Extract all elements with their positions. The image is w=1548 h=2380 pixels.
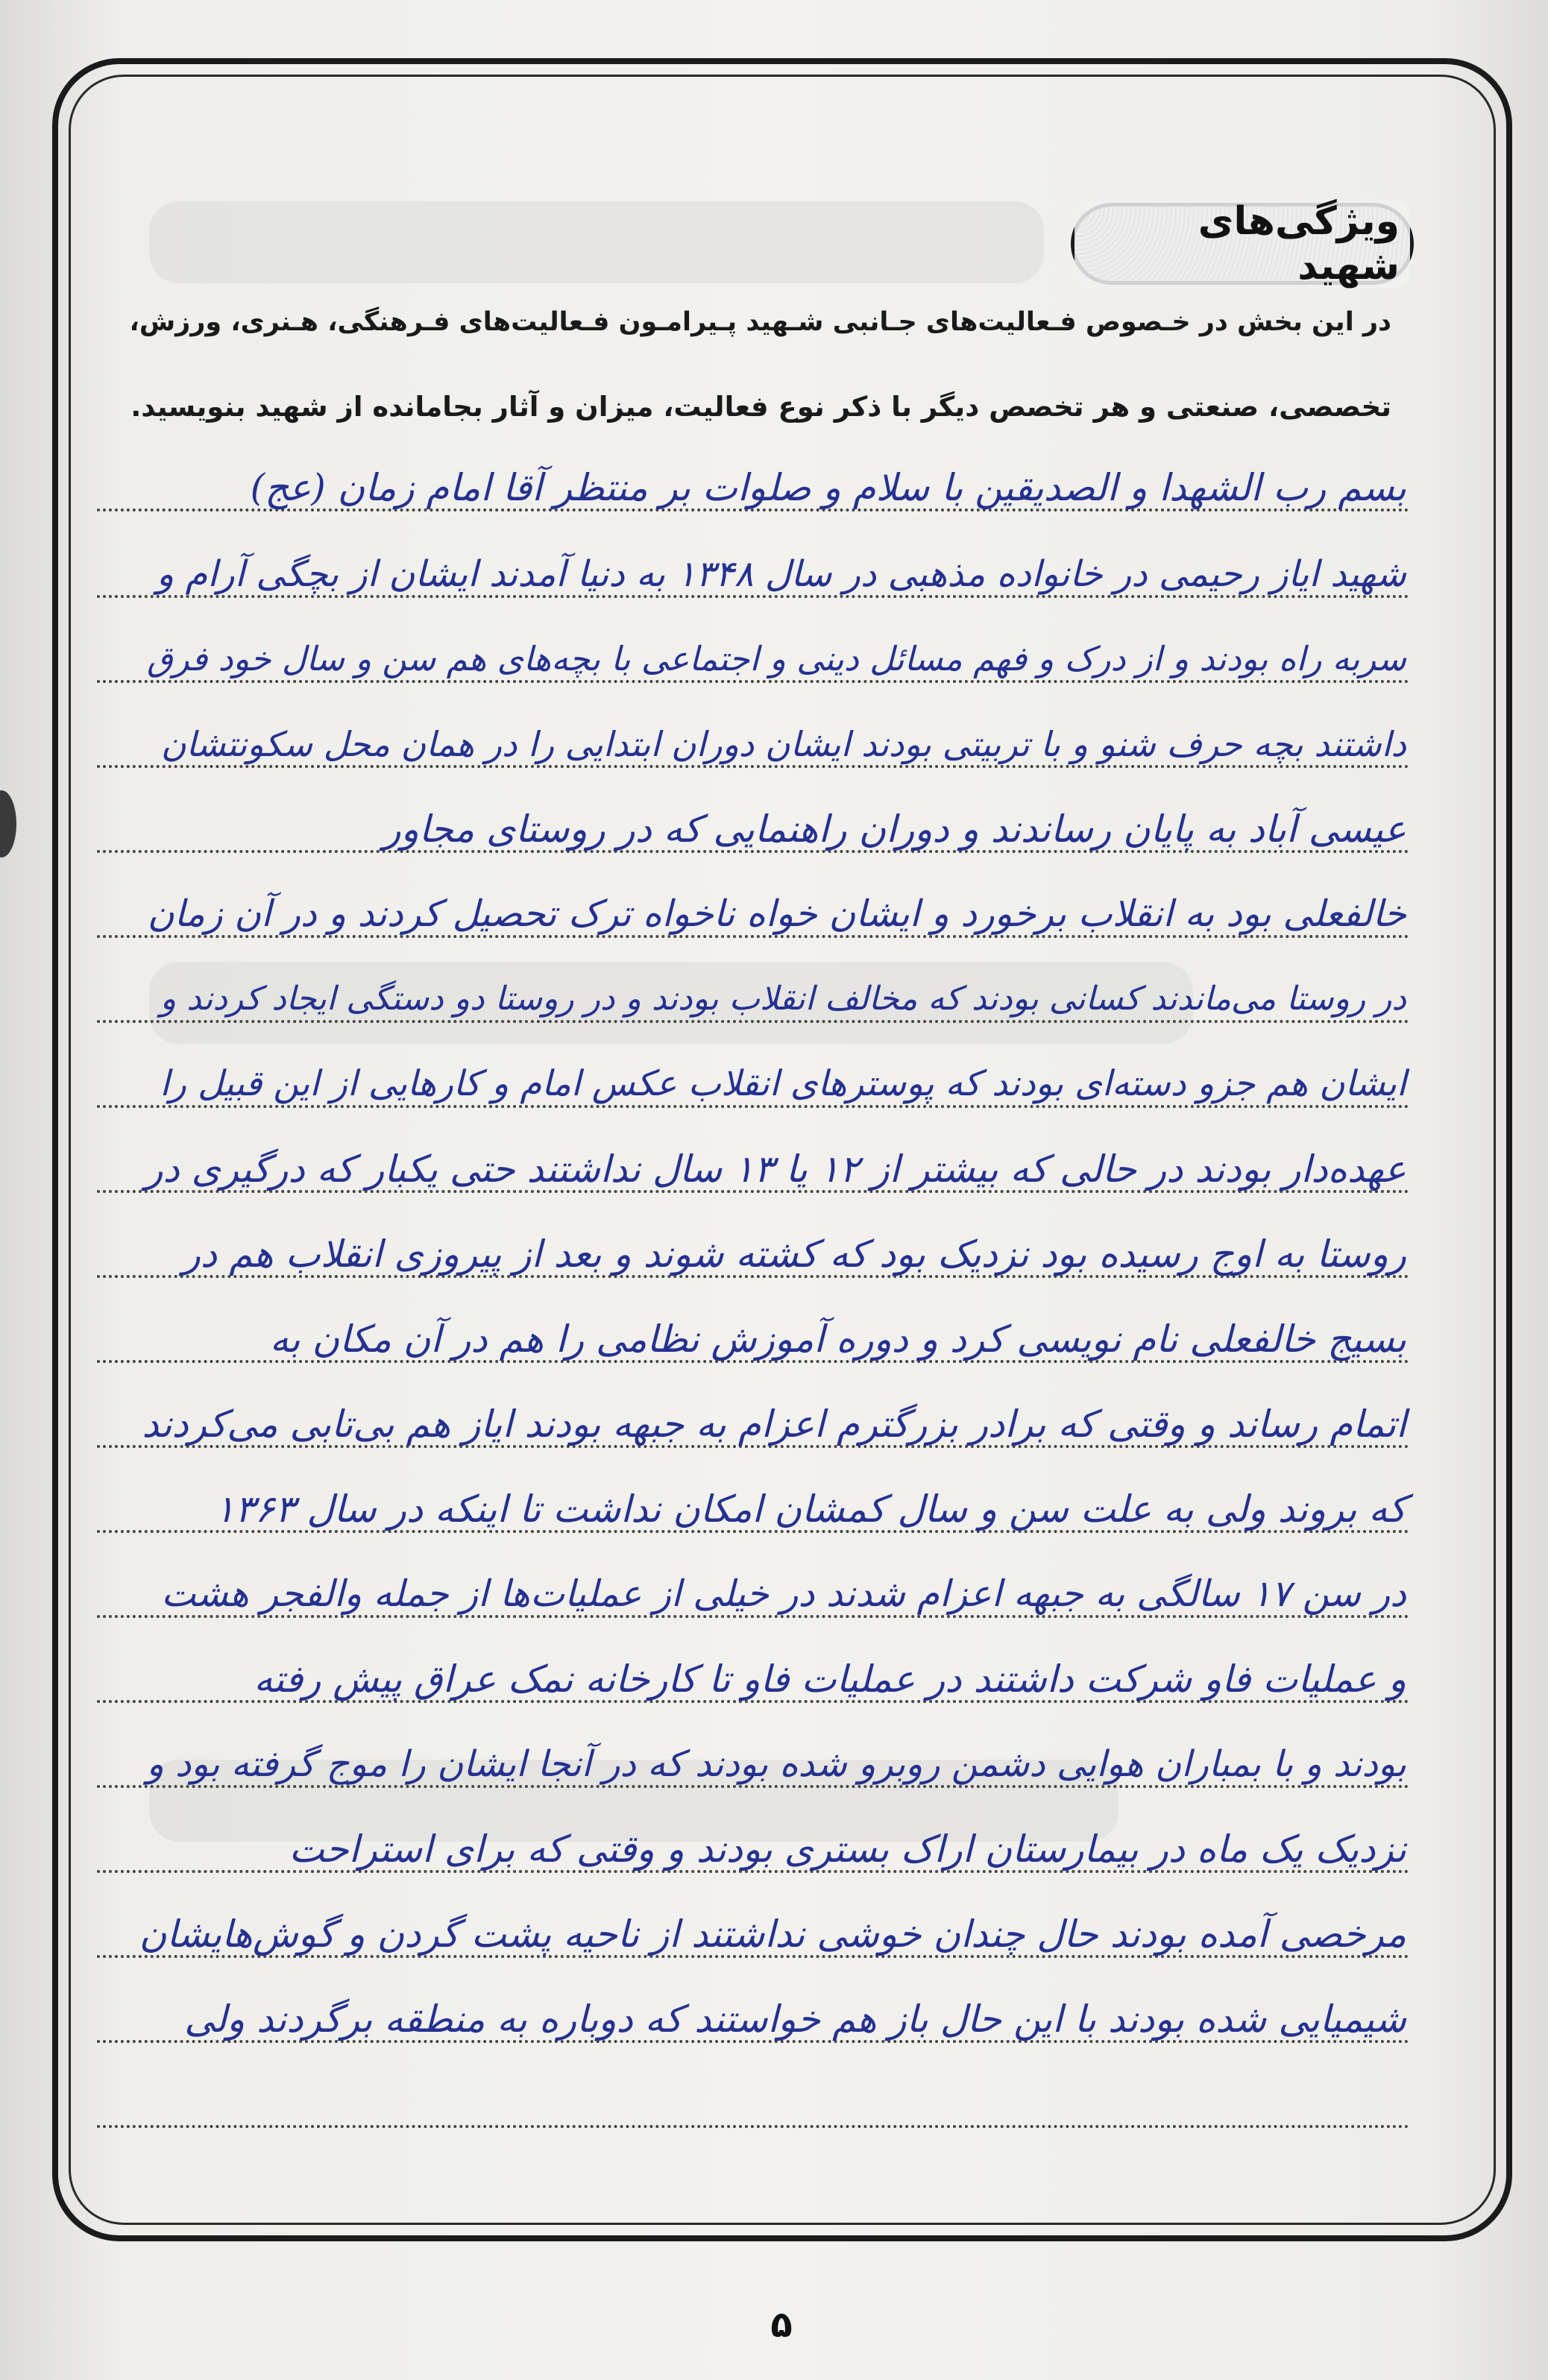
handwritten-line: سربه راه بودند و از درک و فهم مسائل دینی و اجتماعی با بچه‌های هم سن و سال خود فرق <box>146 639 1406 679</box>
handwritten-line: و عملیات فاو شرکت داشتند در عملیات فاو تا کارخانه نمک عراق پیش رفته <box>254 1658 1406 1701</box>
handwritten-line: ایشان هم جزو دسته‌ای بودند که پوسترهای انقلاب عکس امام و کارهایی از این قبیل را <box>160 1063 1406 1104</box>
handwritten-line: نزدیک یک ماه در بیمارستان اراک بستری بودند و وقتی که برای استراحت <box>289 1828 1406 1871</box>
instruction-line-1: در این بخش در خـصوص فـعالیت‌های جـانبی شـهید پـیرامـون فـعالیت‌های فـرهنگی، هـنری، ورزش، <box>129 307 1391 337</box>
handwritten-line: داشتند بچه حرف شنو و با تربیتی بودند ایشان دوران ابتدایی را در همان محل سکونتشان <box>160 724 1406 764</box>
handwritten-line: بودند و با بمباران هوایی دشمن روبرو شده بودند که در آنجا ایشان را موج گرفته بود و <box>146 1743 1406 1785</box>
page-number: ۵ <box>770 2304 793 2346</box>
handwritten-line: در سن ۱۷ سالگی به جبهه اعزام شدند در خیلی از عملیات‌ها از جمله والفجر هشت <box>161 1572 1406 1615</box>
handwritten-line: بسم رب الشهدا و الصدیقین با سلام و صلوات بر منتظر آقا امام زمان (عج) <box>250 466 1406 509</box>
instruction-line-2: تخصصی، صنعتی و هر تخصص دیگر با ذکر نوع فعالیت، میزان و آثار بجامانده از شهید بنویسید. <box>130 391 1391 423</box>
section-title: ویژگی‌های شهید <box>1075 199 1410 289</box>
handwritten-line: در روستا می‌ماندند کسانی بودند که مخالف انقلاب بودند و در روستا دو دستگی ایجاد کردند و <box>160 980 1406 1018</box>
handwritten-line: شهید ایاز رحیمی در خانواده مذهبی در سال ۱۳۴۸ به دنیا آمدند ایشان از بچگی آرام و <box>157 553 1406 595</box>
writing-rule <box>97 2125 1409 2128</box>
handwritten-line: اتمام رساند و وقتی که برادر بزرگترم اعزام به جبهه بودند ایاز هم بی‌تابی می‌کردند <box>142 1402 1406 1446</box>
handwritten-line: روستا به اوج رسیده بود نزدیک بود که کشته شوند و بعد از پیروزی انقلاب هم در <box>182 1232 1406 1276</box>
handwritten-line: که بروند ولی به علت سن و سال کمشان امکان نداشت تا اینکه در سال ۱۳۶۳ <box>215 1488 1406 1531</box>
handwritten-line: خالفعلی بود به انقلاب برخورد و ایشان خواه ناخواه ترک تحصیل کردند و در آن زمان <box>147 892 1406 935</box>
handwritten-line: عیسی آباد به پایان رساندند و دوران راهنمایی که در روستای مجاور <box>383 808 1406 851</box>
handwritten-line: عهده‌دار بودند در حالی که بیشتر از ۱۲ یا ۱۳ سال نداشتند حتی یکبار که درگیری در <box>145 1148 1406 1191</box>
handwritten-line: شیمیایی شده بودند با این حال باز هم خواستند که دوباره به منطقه برگردند ولی <box>184 1998 1406 2041</box>
handwritten-line: بسیج خالفعلی نام نویسی کرد و دوره آموزش نظامی را هم در آن مکان به <box>269 1318 1406 1361</box>
handwritten-line: مرخصی آمده بودند حال چندان خوشی نداشتند از ناحیه پشت گردن و گوش‌هایشان <box>139 1912 1406 1956</box>
section-title-badge <box>1071 199 1414 289</box>
